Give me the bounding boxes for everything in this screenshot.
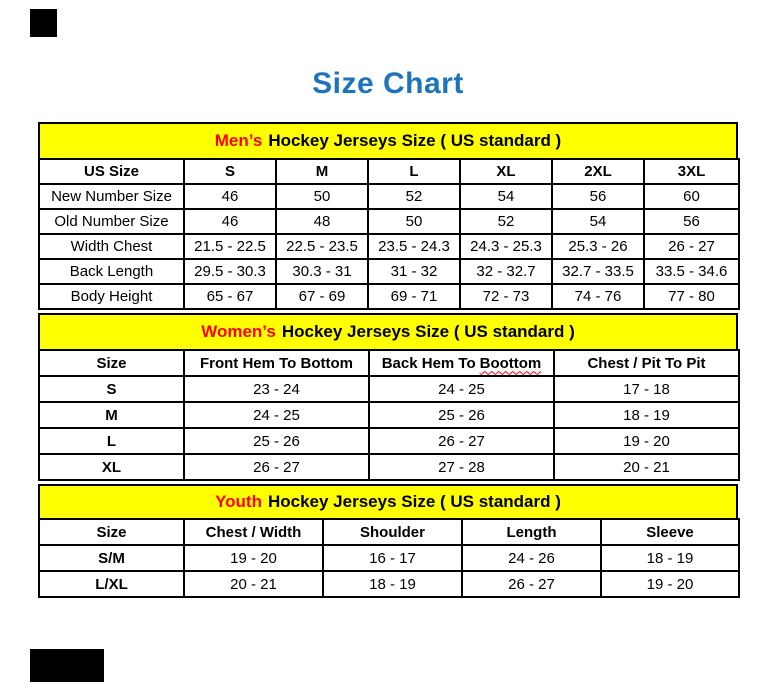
table-row [39, 402, 739, 428]
youth-banner-highlight: Youth [215, 492, 262, 511]
cell-value: 56 [552, 184, 644, 209]
youth-banner-text: Hockey Jerseys Size ( US standard ) [267, 492, 561, 511]
table-header-row [39, 159, 739, 184]
cell-value: 52 [460, 209, 552, 234]
table-row [39, 234, 739, 259]
column-header: Chest / Width [184, 519, 323, 545]
misspelled-word: Boottom [479, 354, 542, 372]
row-label: Body Height [39, 284, 184, 309]
cell-value: 26 - 27 [369, 428, 554, 454]
cell-value: 31 - 32 [368, 259, 460, 284]
row-label: S [39, 376, 184, 402]
cell-value: 23 - 24 [184, 376, 369, 402]
cell-value: 24 - 26 [462, 545, 601, 571]
cell-value: 17 - 18 [554, 376, 739, 402]
table-row [39, 209, 739, 234]
cell-value: 25 - 26 [369, 402, 554, 428]
cell-value: 19 - 20 [554, 428, 739, 454]
cell-value: 32 - 32.7 [460, 259, 552, 284]
cell-value: 67 - 69 [276, 284, 368, 309]
table-row [39, 376, 739, 402]
cell-value: 29.5 - 30.3 [184, 259, 276, 284]
cell-value: 19 - 20 [184, 545, 323, 571]
cell-value: 72 - 73 [460, 284, 552, 309]
column-header: XL [460, 159, 552, 184]
redaction-box-bottom-left [30, 649, 104, 682]
table-header-row [39, 350, 739, 376]
womens-banner-text: Hockey Jerseys Size ( US standard ) [281, 322, 575, 341]
row-label: L [39, 428, 184, 454]
cell-value: 54 [460, 184, 552, 209]
cell-value: 20 - 21 [184, 571, 323, 597]
cell-value: 77 - 80 [644, 284, 739, 309]
cell-value: 74 - 76 [552, 284, 644, 309]
table-row [39, 428, 739, 454]
cell-value: 23.5 - 24.3 [368, 234, 460, 259]
mens-banner [38, 122, 738, 160]
row-label: S/M [39, 545, 184, 571]
womens-banner-highlight: Women’s [201, 322, 276, 341]
cell-value: 46 [184, 184, 276, 209]
table-header-row [39, 519, 739, 545]
row-label: Width Chest [39, 234, 184, 259]
column-header: 3XL [644, 159, 739, 184]
cell-value: 25.3 - 26 [552, 234, 644, 259]
column-header: 2XL [552, 159, 644, 184]
cell-value: 32.7 - 33.5 [552, 259, 644, 284]
cell-value: 52 [368, 184, 460, 209]
mens-size-table [38, 158, 740, 310]
column-header: Shoulder [323, 519, 462, 545]
cell-value: 24 - 25 [369, 376, 554, 402]
cell-value: 26 - 27 [184, 454, 369, 480]
column-header: Sleeve [601, 519, 739, 545]
page-title: Size Chart [312, 67, 464, 100]
cell-value: 19 - 20 [601, 571, 739, 597]
womens-banner [38, 313, 738, 351]
table-row [39, 184, 739, 209]
mens-banner-highlight: Men’s [214, 131, 263, 150]
table-row [39, 571, 739, 597]
cell-value: 50 [276, 184, 368, 209]
cell-value: 69 - 71 [368, 284, 460, 309]
cell-value: 18 - 19 [323, 571, 462, 597]
row-label: New Number Size [39, 184, 184, 209]
mens-banner-text: Hockey Jerseys Size ( US standard ) [268, 131, 562, 150]
cell-value: 54 [552, 209, 644, 234]
cell-value: 18 - 19 [601, 545, 739, 571]
row-label: XL [39, 454, 184, 480]
cell-value: 60 [644, 184, 739, 209]
column-header: M [276, 159, 368, 184]
womens-size-table [38, 349, 740, 481]
column-header: Length [462, 519, 601, 545]
cell-value: 48 [276, 209, 368, 234]
cell-value: 20 - 21 [554, 454, 739, 480]
column-header: Size [39, 350, 184, 376]
cell-value: 65 - 67 [184, 284, 276, 309]
cell-value: 24.3 - 25.3 [460, 234, 552, 259]
row-label: M [39, 402, 184, 428]
cell-value: 50 [368, 209, 460, 234]
cell-value: 30.3 - 31 [276, 259, 368, 284]
table-row [39, 545, 739, 571]
cell-value: 22.5 - 23.5 [276, 234, 368, 259]
row-label: Back Length [39, 259, 184, 284]
cell-value: 33.5 - 34.6 [644, 259, 739, 284]
youth-banner [38, 484, 738, 520]
table-row [39, 284, 739, 309]
cell-value: 25 - 26 [184, 428, 369, 454]
section-womens [38, 313, 738, 481]
cell-value: 27 - 28 [369, 454, 554, 480]
column-header: US Size [39, 159, 184, 184]
size-tables [38, 122, 738, 598]
column-header: Chest / Pit To Pit [554, 350, 739, 376]
column-header: Front Hem To Bottom [184, 350, 369, 376]
youth-size-table [38, 518, 740, 598]
row-label: L/XL [39, 571, 184, 597]
redaction-box-top-left [30, 9, 57, 37]
cell-value: 21.5 - 22.5 [184, 234, 276, 259]
column-header: S [184, 159, 276, 184]
table-row [39, 259, 739, 284]
cell-value: 16 - 17 [323, 545, 462, 571]
row-label: Old Number Size [39, 209, 184, 234]
cell-value: 26 - 27 [462, 571, 601, 597]
table-row [39, 454, 739, 480]
cell-value: 26 - 27 [644, 234, 739, 259]
section-mens [38, 122, 738, 310]
column-header: Size [39, 519, 184, 545]
cell-value: 18 - 19 [554, 402, 739, 428]
cell-value: 56 [644, 209, 739, 234]
cell-value: 46 [184, 209, 276, 234]
column-header: L [368, 159, 460, 184]
section-youth [38, 484, 738, 598]
column-header: Back Hem To Boottom [369, 350, 554, 376]
cell-value: 24 - 25 [184, 402, 369, 428]
